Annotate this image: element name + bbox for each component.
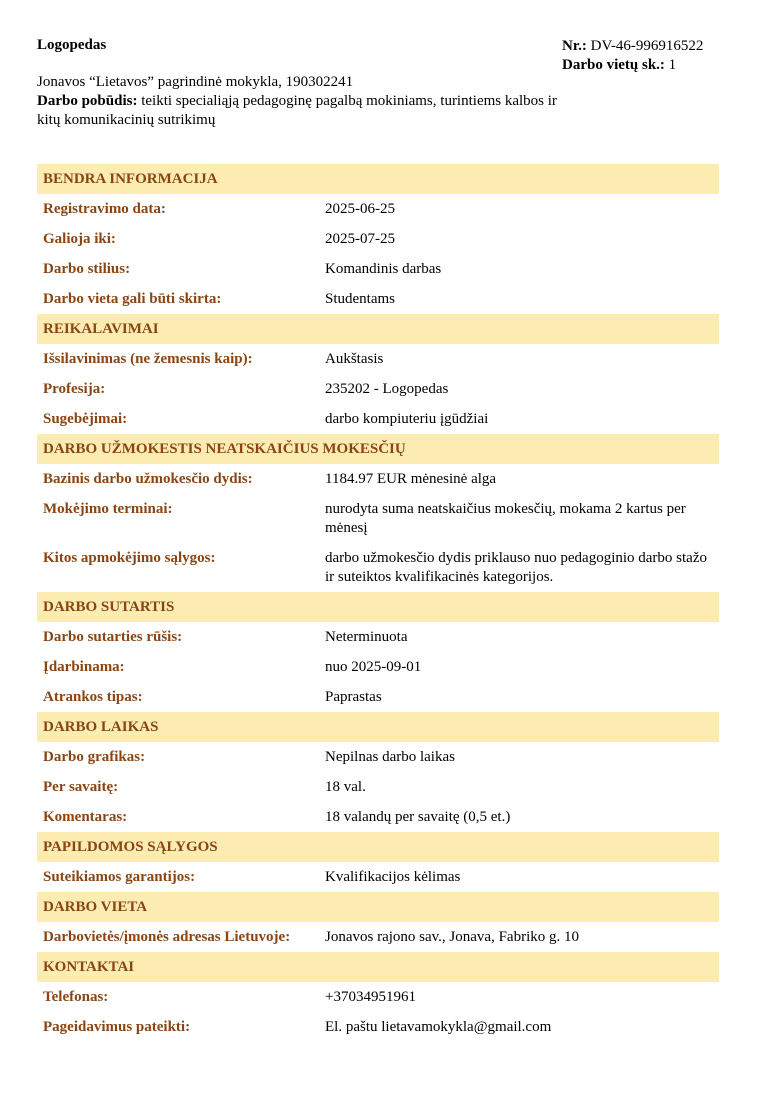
field-label: Suteikiamos garantijos: <box>43 869 196 885</box>
field-label: Per savaitę: <box>43 779 119 795</box>
table-row <box>37 922 719 952</box>
table-row <box>37 1012 719 1042</box>
table-row <box>37 982 719 1012</box>
field-label: Darbo sutarties rūšis: <box>43 629 183 645</box>
organization-info <box>37 73 557 130</box>
field-value: 235202 - Logopedas <box>325 381 449 397</box>
field-label: Profesija: <box>43 381 106 397</box>
field-label: Pageidavimus pateikti: <box>43 1019 191 1035</box>
field-value: El. paštu lietavamokykla@gmail.com <box>325 1019 552 1035</box>
job-title: Logopedas <box>37 37 107 53</box>
section-header: PAPILDOMOS SĄLYGOS <box>37 832 719 862</box>
field-label: Darbo vieta gali būti skirta: <box>43 291 222 307</box>
field-label: Atrankos tipas: <box>43 689 143 705</box>
table-row <box>37 194 719 224</box>
field-label: Darbovietės/įmonės adresas Lietuvoje: <box>43 929 291 945</box>
field-value: 18 valandų per savaitę (0,5 et.) <box>325 809 511 825</box>
section-header: DARBO VIETA <box>37 892 719 922</box>
table-row <box>37 543 719 592</box>
field-label: Įdarbinama: <box>43 659 125 675</box>
section-header: DARBO LAIKAS <box>37 712 719 742</box>
table-row <box>37 682 719 712</box>
field-value: 2025-07-25 <box>325 231 395 247</box>
field-value: +37034951961 <box>325 989 416 1005</box>
field-label: Darbo grafikas: <box>43 749 146 765</box>
field-label: Sugebėjimai: <box>43 411 128 427</box>
table-row <box>37 464 719 494</box>
field-label: Išsilavinimas (ne žemesnis kaip): <box>43 351 253 367</box>
table-row <box>37 742 719 772</box>
job-details-table <box>37 164 719 1042</box>
organization-name: Jonavos “Lietavos” pagrindinė mokykla, 190302241 <box>37 74 354 90</box>
vietu-value: 1 <box>668 57 677 73</box>
nr-label: Nr.: <box>562 38 587 54</box>
pobudis-value: teikti specialiąją pedagoginę pagalbą mokiniams, turintiems kalbos ir kitų komunikacinių sutrikimų <box>37 93 557 128</box>
field-value: Jonavos rajono sav., Jonava, Fabriko g. 10 <box>325 929 579 945</box>
table-row <box>37 224 719 254</box>
table-row <box>37 802 719 832</box>
field-label: Kitos apmokėjimo sąlygos: <box>43 550 216 566</box>
table-row <box>37 254 719 284</box>
field-label: Telefonas: <box>43 989 109 1005</box>
section-header: DARBO SUTARTIS <box>37 592 719 622</box>
table-row <box>37 494 719 543</box>
field-label: Darbo stilius: <box>43 261 131 277</box>
table-row <box>37 652 719 682</box>
table-row <box>37 404 719 434</box>
field-value: Studentams <box>325 291 395 307</box>
field-label: Registravimo data: <box>43 201 166 217</box>
table-row <box>37 284 719 314</box>
field-label: Galioja iki: <box>43 231 116 247</box>
table-row <box>37 772 719 802</box>
field-value: Neterminuota <box>325 629 408 645</box>
field-value: Nepilnas darbo laikas <box>325 749 455 765</box>
field-label: Bazinis darbo užmokesčio dydis: <box>43 471 253 487</box>
field-label: Mokėjimo terminai: <box>43 501 173 517</box>
field-value: nurodyta suma neatskaičius mokesčių, mokama 2 kartus per mėnesį <box>325 501 686 536</box>
table-row <box>37 344 719 374</box>
field-value: Paprastas <box>325 689 382 705</box>
vietu-label: Darbo vietų sk.: <box>562 57 665 73</box>
section-header: REIKALAVIMAI <box>37 314 719 344</box>
section-header: KONTAKTAI <box>37 952 719 982</box>
job-meta <box>562 37 703 75</box>
field-value: 18 val. <box>325 779 366 795</box>
field-value: Komandinis darbas <box>325 261 442 277</box>
field-value: 1184.97 EUR mėnesinė alga <box>325 471 497 487</box>
field-value: darbo kompiuteriu įgūdžiai <box>325 411 489 427</box>
table-row <box>37 374 719 404</box>
field-value: Aukštasis <box>325 351 384 367</box>
field-label: Komentaras: <box>43 809 128 825</box>
table-row <box>37 862 719 892</box>
section-header: DARBO UŽMOKESTIS NEATSKAIČIUS MOKESČIŲ <box>37 434 719 464</box>
field-value: Kvalifikacijos kėlimas <box>325 869 461 885</box>
field-value: nuo 2025-09-01 <box>325 659 422 675</box>
field-value: 2025-06-25 <box>325 201 395 217</box>
pobudis-label: Darbo pobūdis: <box>37 93 138 109</box>
table-row <box>37 622 719 652</box>
nr-value: DV-46-996916522 <box>590 38 704 54</box>
field-value: darbo užmokesčio dydis priklauso nuo pedagoginio darbo stažo ir suteiktos kvalifikacinės kategorijos. <box>325 550 708 585</box>
section-header: BENDRA INFORMACIJA <box>37 164 719 194</box>
